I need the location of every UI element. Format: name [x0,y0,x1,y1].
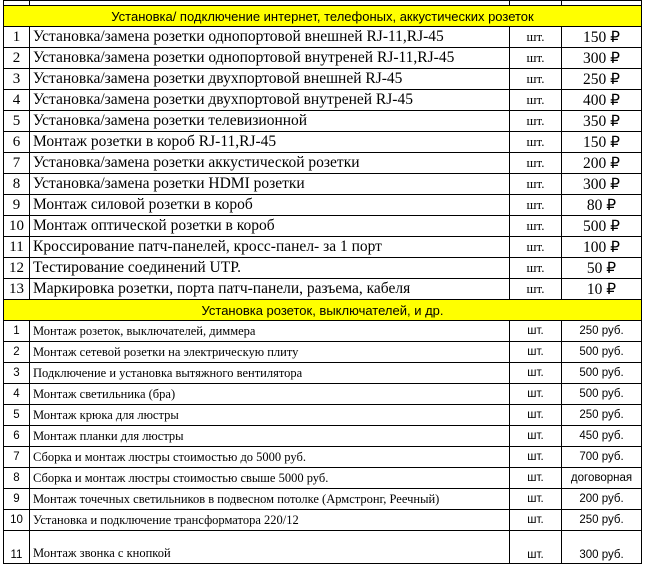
service-name: Монтаж точечных светильников в подвесном потолке (Армстронг, Реечный) [30,489,510,510]
table-row [4,195,642,216]
service-name: Сборка и монтаж люстры стоимостью до 5000 руб. [30,447,510,468]
table-row [4,468,642,489]
service-name: Монтаж планки для люстры [30,426,510,447]
table-row [4,90,642,111]
row-number: 5 [4,405,30,426]
price-table-body [4,1,642,564]
price-value: 200 ₽ [562,153,642,174]
service-name: Установка/замена розетки однопортовой внешней RJ-11,RJ-45 [30,27,510,48]
price-value: 50 ₽ [562,258,642,279]
row-number: 7 [4,153,30,174]
service-name: Подключение и установка вытяжного вентилятора [30,363,510,384]
row-number: 9 [4,195,30,216]
table-row [4,405,642,426]
price-value: 10 ₽ [562,279,642,300]
service-name: Установка/замена розетки двухпортовой внешней RJ-45 [30,69,510,90]
price-value: 80 ₽ [562,195,642,216]
unit-label: шт. [510,510,562,531]
price-value: 100 ₽ [562,237,642,258]
service-name: Монтаж розеток, выключателей, диммера [30,321,510,342]
table-row [4,321,642,342]
service-name: Установка/замена розетки аккустической розетки [30,153,510,174]
price-value: 450 руб. [562,426,642,447]
table-row [4,48,642,69]
unit-label: шт. [510,69,562,90]
row-number: 9 [4,489,30,510]
service-name: Установка/замена розетки телевизионной [30,111,510,132]
price-value: 300 ₽ [562,174,642,195]
unit-label: шт. [510,342,562,363]
service-name: Монтаж звонка с кнопкой [30,531,510,564]
unit-label: шт. [510,531,562,564]
unit-label: шт. [510,321,562,342]
price-value: 300 ₽ [562,48,642,69]
price-value: 200 руб. [562,489,642,510]
unit-label: шт. [510,447,562,468]
table-row [4,216,642,237]
table-row [4,510,642,531]
price-value: 150 ₽ [562,132,642,153]
service-name: Сборка и монтаж люстры стоимостью свыше 5000 руб. [30,468,510,489]
price-value: 500 руб. [562,384,642,405]
row-number: 2 [4,342,30,363]
service-name: Монтаж силовой розетки в короб [30,195,510,216]
table-row [4,27,642,48]
row-number: 4 [4,90,30,111]
unit-label: шт. [510,405,562,426]
table-row [4,342,642,363]
price-value: 250 руб. [562,321,642,342]
table-row [4,426,642,447]
table-row [4,174,642,195]
price-table [3,0,642,564]
price-value: 500 руб. [562,342,642,363]
unit-label: шт. [510,27,562,48]
table-row [4,258,642,279]
table-row [4,132,642,153]
unit-label: шт. [510,426,562,447]
unit-label: шт. [510,90,562,111]
unit-label: шт. [510,258,562,279]
unit-label: шт. [510,48,562,69]
service-name: Кроссирование патч-панелей, кросс-панел- за 1 порт [30,237,510,258]
row-number: 1 [4,321,30,342]
table-row [4,384,642,405]
price-value: 700 руб. [562,447,642,468]
row-number: 5 [4,111,30,132]
service-name: Маркировка розетки, порта патч-панели, разъема, кабеля [30,279,510,300]
price-value: 500 руб. [562,363,642,384]
row-number: 1 [4,27,30,48]
row-number: 2 [4,48,30,69]
unit-label: шт. [510,195,562,216]
section-header-electrical-sockets [4,300,642,321]
service-name: Установка/замена розетки HDMI розетки [30,174,510,195]
service-name: Установка и подключение трансформатора 220/12 [30,510,510,531]
row-number: 8 [4,174,30,195]
unit-label: шт. [510,111,562,132]
table-row [4,447,642,468]
price-value: 500 ₽ [562,216,642,237]
price-value: 250 руб. [562,405,642,426]
unit-label: шт. [510,279,562,300]
row-number: 13 [4,279,30,300]
unit-label: шт. [510,363,562,384]
price-value: 400 ₽ [562,90,642,111]
table-row [4,279,642,300]
service-name: Монтаж сетевой розетки на электрическую плиту [30,342,510,363]
section-header-network-sockets [4,6,642,27]
price-value: 350 ₽ [562,111,642,132]
table-row [4,237,642,258]
price-value: 150 ₽ [562,27,642,48]
service-name: Монтаж светильника (бра) [30,384,510,405]
service-name: Монтаж розетки в короб RJ-11,RJ-45 [30,132,510,153]
unit-label: шт. [510,237,562,258]
row-number: 8 [4,468,30,489]
row-number: 3 [4,69,30,90]
section-title: Установка розеток, выключателей, и др. [4,300,642,321]
service-name: Монтаж оптической розетки в короб [30,216,510,237]
price-value: договорная [562,468,642,489]
price-value: 250 руб. [562,510,642,531]
unit-label: шт. [510,489,562,510]
row-number: 10 [4,216,30,237]
unit-label: шт. [510,153,562,174]
table-row [4,531,642,564]
unit-label: шт. [510,468,562,489]
unit-label: шт. [510,132,562,153]
service-name: Установка/замена розетки двухпортовой внутреней RJ-45 [30,90,510,111]
service-name: Установка/замена розетки однопортовой внутреней RJ-11,RJ-45 [30,48,510,69]
table-row [4,111,642,132]
table-row [4,363,642,384]
price-value: 300 руб. [562,531,642,564]
table-row [4,153,642,174]
row-number: 6 [4,426,30,447]
row-number: 6 [4,132,30,153]
price-value: 250 ₽ [562,69,642,90]
unit-label: шт. [510,216,562,237]
row-number: 10 [4,510,30,531]
row-number: 11 [4,237,30,258]
row-number: 11 [4,531,30,564]
section-title: Установка/ подключение интернет, телефоных, аккустических розеток [4,6,642,27]
table-row [4,489,642,510]
service-name: Монтаж крюка для люстры [30,405,510,426]
row-number: 3 [4,363,30,384]
unit-label: шт. [510,384,562,405]
row-number: 12 [4,258,30,279]
unit-label: шт. [510,174,562,195]
row-number: 4 [4,384,30,405]
row-number: 7 [4,447,30,468]
service-name: Тестирование соединений UTP. [30,258,510,279]
table-row [4,69,642,90]
